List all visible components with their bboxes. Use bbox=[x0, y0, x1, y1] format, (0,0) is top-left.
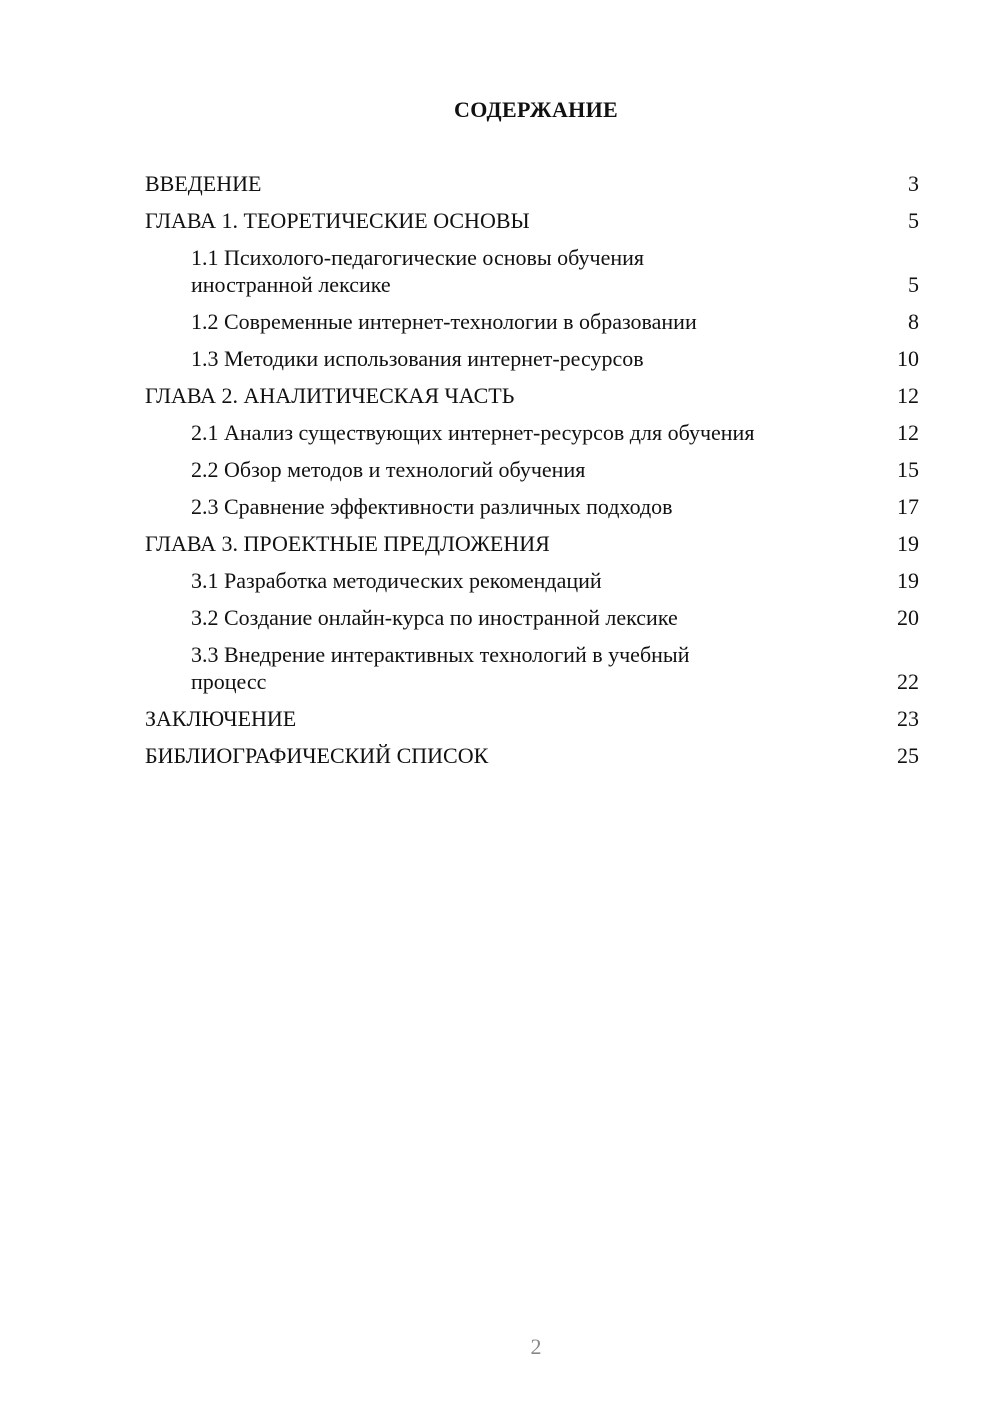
toc-entry-chapter-3[interactable] bbox=[145, 530, 919, 557]
toc-entry-page: 5 bbox=[908, 208, 919, 233]
toc-entry-page: 3 bbox=[908, 171, 919, 196]
toc-entry-introduction[interactable] bbox=[145, 170, 919, 197]
toc-entry-page: 22 bbox=[897, 669, 919, 694]
toc-entry-label: 3.1 Разработка методических рекомендаций bbox=[191, 568, 602, 593]
toc-entry-section-2-2[interactable] bbox=[145, 456, 919, 483]
toc-entry-page: 15 bbox=[897, 457, 919, 482]
toc-entry-label: ВВЕДЕНИЕ bbox=[145, 171, 262, 196]
table-of-contents bbox=[145, 170, 919, 779]
toc-entry-label: ЗАКЛЮЧЕНИЕ bbox=[145, 706, 297, 731]
toc-entry-section-1-2[interactable] bbox=[145, 308, 919, 335]
toc-entry-page: 5 bbox=[908, 272, 919, 297]
toc-entry-page: 17 bbox=[897, 494, 919, 519]
toc-entry-section-3-3[interactable] bbox=[145, 641, 919, 695]
page-number: 2 bbox=[530, 1334, 542, 1359]
toc-entry-section-1-1[interactable] bbox=[145, 244, 919, 298]
toc-entry-label: 2.1 Анализ существующих интернет-ресурсов для обучения bbox=[191, 420, 755, 445]
toc-entry-label: ГЛАВА 1. ТЕОРЕТИЧЕСКИЕ ОСНОВЫ bbox=[145, 208, 530, 233]
toc-entry-conclusion[interactable] bbox=[145, 705, 919, 732]
toc-entry-label: 3.3 Внедрение интерактивных технологий в учебный процесс bbox=[191, 642, 690, 694]
toc-entry-chapter-2[interactable] bbox=[145, 382, 919, 409]
toc-entry-page: 19 bbox=[897, 531, 919, 556]
toc-entry-label: 2.3 Сравнение эффективности различных подходов bbox=[191, 494, 673, 519]
toc-entry-section-3-2[interactable] bbox=[145, 604, 919, 631]
toc-entry-page: 10 bbox=[897, 346, 919, 371]
toc-entry-section-1-3[interactable] bbox=[145, 345, 919, 372]
toc-entry-page: 8 bbox=[908, 309, 919, 334]
toc-entry-chapter-1[interactable] bbox=[145, 207, 919, 234]
toc-entry-label: 3.2 Создание онлайн-курса по иностранной лексике bbox=[191, 605, 678, 630]
page-title: СОДЕРЖАНИЕ bbox=[454, 97, 618, 122]
toc-entry-page: 23 bbox=[897, 706, 919, 731]
toc-entry-section-2-3[interactable] bbox=[145, 493, 919, 520]
toc-entry-label: 1.3 Методики использования интернет-ресурсов bbox=[191, 346, 644, 371]
toc-entry-page: 12 bbox=[897, 420, 919, 445]
toc-entry-label: ГЛАВА 3. ПРОЕКТНЫЕ ПРЕДЛОЖЕНИЯ bbox=[145, 531, 550, 556]
toc-entry-page: 25 bbox=[897, 743, 919, 768]
toc-entry-label: БИБЛИОГРАФИЧЕСКИЙ СПИСОК bbox=[145, 743, 489, 768]
toc-entry-label: 2.2 Обзор методов и технологий обучения bbox=[191, 457, 586, 482]
toc-entry-page: 19 bbox=[897, 568, 919, 593]
toc-entry-section-3-1[interactable] bbox=[145, 567, 919, 594]
toc-entry-label: 1.1 Психолого-педагогические основы обучения иностранной лексике bbox=[191, 245, 645, 297]
toc-entry-page: 20 bbox=[897, 605, 919, 630]
toc-entry-label: 1.2 Современные интернет-технологии в образовании bbox=[191, 309, 697, 334]
toc-entry-label: ГЛАВА 2. АНАЛИТИЧЕСКАЯ ЧАСТЬ bbox=[145, 383, 515, 408]
toc-entry-section-2-1[interactable] bbox=[145, 419, 919, 446]
toc-entry-page: 12 bbox=[897, 383, 919, 408]
toc-entry-bibliography[interactable] bbox=[145, 742, 919, 769]
